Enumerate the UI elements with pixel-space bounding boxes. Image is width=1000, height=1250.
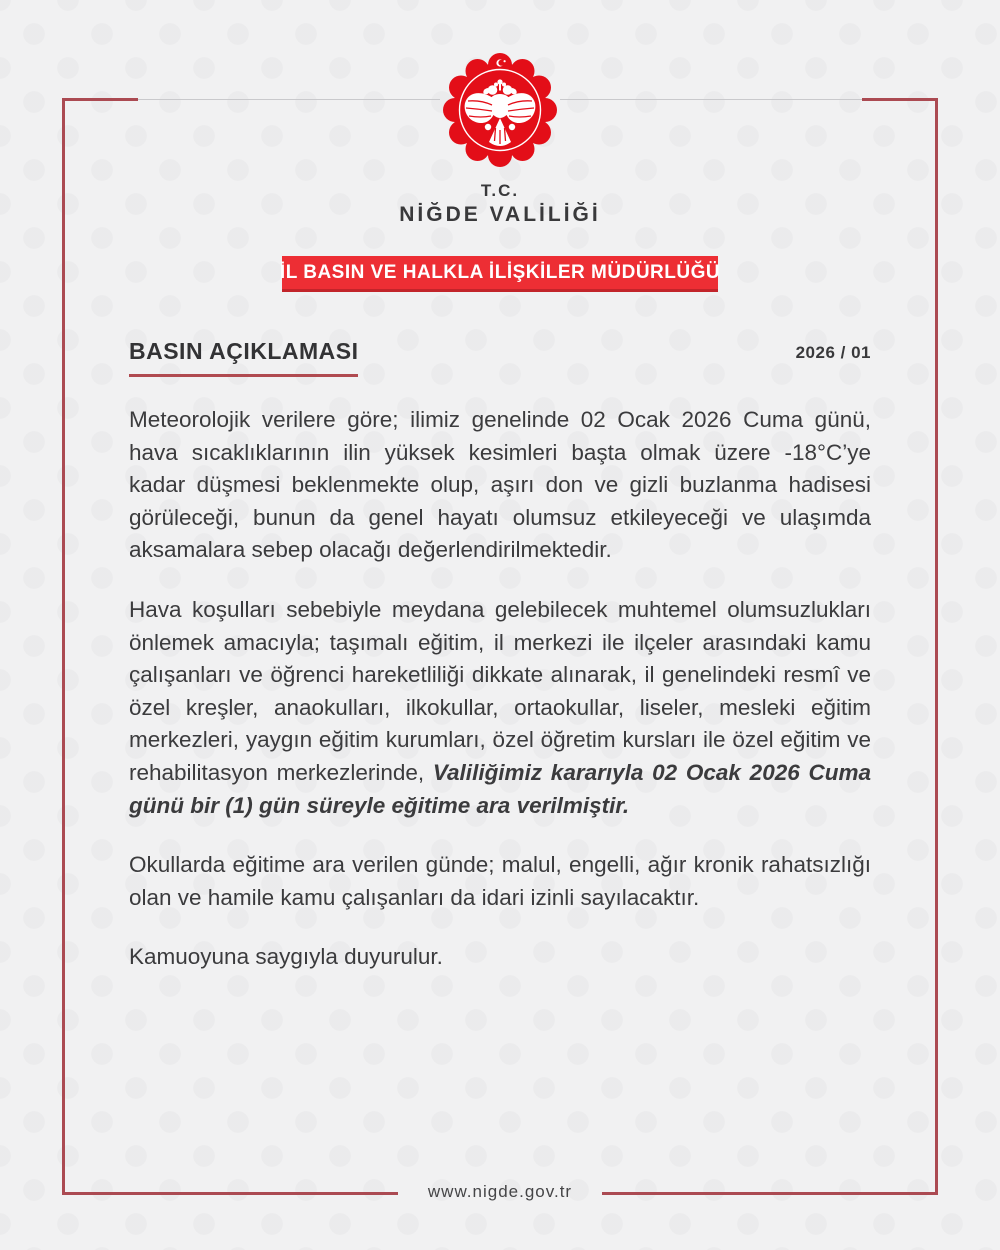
title-row	[129, 338, 871, 377]
frame-left-border	[62, 98, 65, 1195]
closing-statement: Kamuoyuna saygıyla duyurulur.	[129, 944, 443, 970]
department-banner: İL BASIN VE HALKLA İLİŞKİLER MÜDÜRLÜĞÜ	[282, 256, 718, 292]
frame-top-thin-line-left	[138, 99, 440, 100]
paragraph-leave: Okullarda eğitime ara verilen günde; malul, engelli, ağır kronik rahatsızlığı olan ve hamile kamu çalışanları da idari izinli sayılacaktır.	[129, 852, 871, 910]
org-prefix: T.C.	[480, 181, 520, 200]
paragraph-measures	[129, 594, 871, 822]
document-title: BASIN AÇIKLAMASI	[129, 338, 358, 377]
frame-top-right-segment	[862, 98, 938, 101]
footer-website: www.nigde.gov.tr	[427, 1182, 573, 1201]
document-number: 2026 / 01	[795, 343, 871, 362]
frame-top-left-segment	[62, 98, 138, 101]
paragraph-measures-decision: Valiliğimiz kararıyla 02 Ocak 2026 Cuma günü bir (1) gün süreyle eğitime ara verilmiştir.	[129, 759, 871, 818]
org-name: NİĞDE VALİLİĞİ	[399, 203, 601, 226]
paragraph-weather: Meteorolojik verilere göre; ilimiz genelinde 02 Ocak 2026 Cuma günü, hava sıcaklıklarının ilin yüksek kesimleri başta olmak üzere -18°C’ye kadar düşmesi beklenmekte olup, aşırı don ve gizli buzlanma hadisesi görüleceği, bunun da genel hayatı olumsuz etkileyeceği ve ulaşımda aksamalara sebep olacağı değerlendirilmektedir.	[129, 407, 871, 563]
nigde-governorship-emblem-icon	[441, 48, 559, 172]
document-body	[129, 404, 871, 1001]
frame-top-thin-line-right	[560, 99, 862, 100]
frame-right-border	[935, 98, 938, 1195]
paragraph-measures-regular: Hava koşulları sebebiyle meydana gelebilecek muhtemel olumsuzlukları önlemek amacıyla; taşımalı eğitim, il merkezi ile ilçeler arasındaki kamu çalışanları ve öğrenci hareketliliği dikkate alınarak, il genelindeki resmî ve özel kreşler, anaokulları, ilkokullar, ortaokullar, liseler, mesleki eğitim merkezleri, yaygın eğitim kurumları, özel öğretim kursları ile özel eğitim ve rehabilitasyon merkezlerinde,	[129, 596, 871, 785]
